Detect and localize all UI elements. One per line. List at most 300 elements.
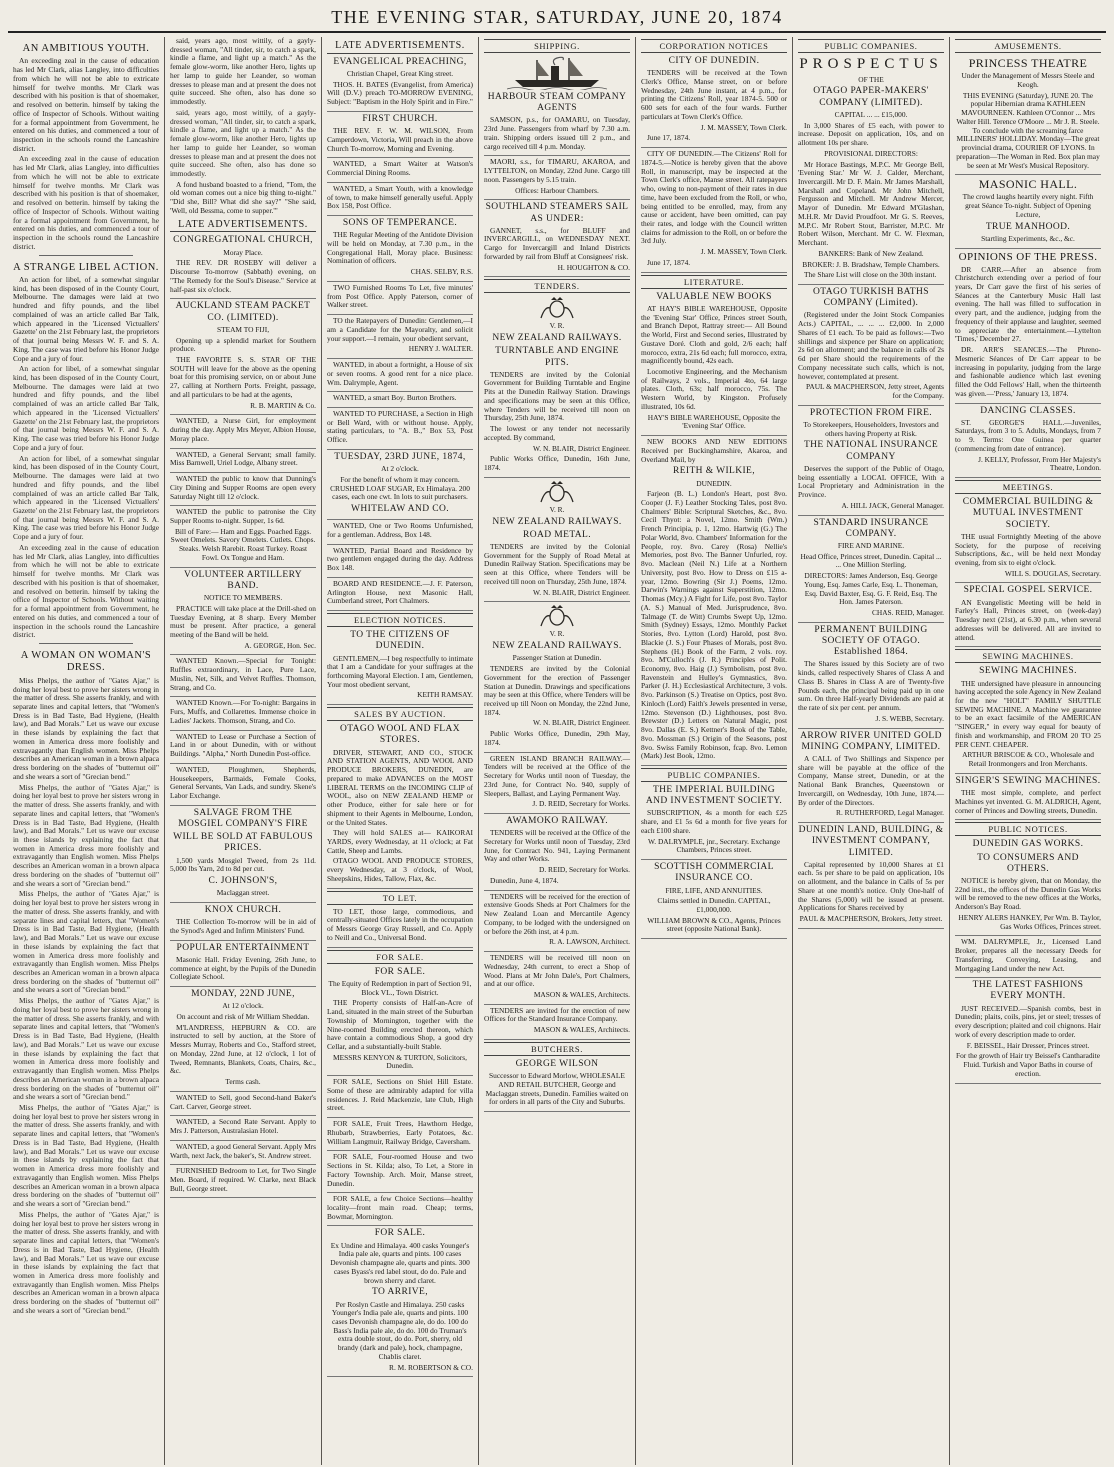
ad-title: KNOX CHURCH.	[204, 904, 282, 915]
ad-body: M'LANDRESS, HEPBURN & CO. are instructed to sell by auction, at the Store of Messrs Murray, Roberts and Co., Stafford street, on Monday, 22nd June, at 12 o'clock, 1 lot of Tweed, Remnants, Blankets, Coats, Chairs, &c., &c.	[170, 1022, 316, 1076]
advertisement	[327, 580, 473, 611]
ad-body: Masonic Hall. Friday Evening, 26th June, to commence at eight, by the Pupils of the Dunedin Collegiate School.	[170, 954, 316, 982]
ad-body: BROKER: J. B. Bradshaw, Temple Chambers.	[802, 259, 940, 269]
ad-signature: C. JOHNSON'S,	[208, 876, 278, 887]
ad-body: JUST RECEIVED.—Spanish combs, best in Dunedin; plaits, coils, pins, jet or steel; tresses of every description; plaited and coil chignons. Hair work of every description made to order.	[955, 1003, 1101, 1039]
ad-title: FOR SALE.	[374, 966, 426, 977]
ad-body: OTAGO WOOL AND PRODUCE STORES, every Wednesday, at 3 o'clock, of Wool, Sheepskins, Hides, Tallow, Flax, &c.	[327, 856, 473, 883]
advertisement	[327, 967, 473, 1077]
ad-title: POPULAR ENTERTAINMENT	[176, 942, 310, 953]
ad-body: 1,500 yards Mosgiel Tweed, from 2s 11d. 5,000 lbs Yarn, 2d to 8d per cut.	[170, 855, 316, 874]
ad-body: WANTED, a General Servant; small family. Miss Barnwell, Uriel Lodge, Albany street.	[170, 449, 316, 468]
ad-title: EVANGELICAL PREACHING,	[333, 56, 467, 67]
advertisement	[327, 630, 473, 705]
section-heading: SEWING MACHINES.	[955, 649, 1101, 663]
ad-title: ROAD METAL.	[522, 529, 592, 540]
ad-signature: HENRY ALERS HANKEY, Per Wm. B. Taylor, Gas Works Offices, Princes street.	[958, 912, 1101, 931]
advertisement	[484, 604, 630, 752]
advertisement	[484, 480, 630, 603]
divider	[39, 643, 132, 644]
article-body: Miss Phelps, the author of "Gates Ajar," is doing her loyal best to prove her sisters wrong in the matter of dress. She asserts frankly, and with separate lines and capital letters, that "Women's Dress is in Bad Taste, Bad Hygiene, (Health law), and Bad Morals." Let us wave our excuse in these islands by explaining the fact that women in America dress more foolishly and extravagantly than English women. Miss Phelps describes an American woman in a brown alpaca dress bordering on the shades of "butternut oil" and she wears a sort of "Grecian bend."	[13, 996, 159, 1102]
ad-body: THIS EVENING (Saturday), JUNE 20. The popular Hibernian drama KATHLEEN MAVOURNEEN. Kathleen O'Connor ... Mrs Walter Hill. Terence O'Moore ... Mr J. R. Steele. To conclude with the screaming farce MILLINERS' HOLLIDAY. Monday—The great provincial drama, COURIER OF LYONS. In preparation—The Woman in Red. Box plan may be seen at Mr West's Musical Repository.	[956, 90, 1100, 170]
ad-address: Dunedin, June 4, 1874.	[490, 875, 559, 885]
ad-title: PRINCESS THEATRE	[968, 56, 1088, 71]
ad-address: Maclaggan street.	[216, 888, 270, 898]
ad-title: THE LATEST FASHIONS EVERY MONTH.	[972, 980, 1084, 1002]
ad-title: FIRST CHURCH.	[362, 113, 438, 124]
ad-title: STANDARD INSURANCE COMPANY.	[813, 517, 929, 539]
advertisement	[327, 394, 473, 408]
ad-body: CITY OF DUNEDIN.—The Citizens' Roll for 1874-5.—Notice is hereby given that the above Roll, in manuscript, may be inspected at the Town Clerk's office, Manse street. All ratepayers who, owing to non-payment of their rates in due time, have been excluded from the Roll, or who, being entitled to be enrolled, may, from any cause or accident, have been omitted, can pay their rates, and lodge with the Council written claims for admission to the Roll, on or before the 3rd July.	[641, 149, 787, 246]
section-heading: TO LET.	[327, 891, 473, 905]
ad-title: CONGREGATIONAL CHURCH,	[173, 235, 313, 246]
advertisement	[641, 292, 787, 436]
ad-subtitle: Moray Place.	[223, 247, 263, 257]
ad-body: THE Property consists of Half-an-Acre of Land, situated in the main street of the Suburban Township of Mornington, together with the Nine-roomed Building erected thereon, which have contain a commodious Shop, a good dry Cellar, and a substantially-built Stable.	[327, 998, 473, 1051]
column-3	[322, 37, 479, 1465]
ad-body: Terms cash.	[225, 1077, 261, 1087]
ad-body: Head Office, Princes street, Dunedin. Capital ... ... One Million Sterling.	[800, 551, 942, 570]
royal-crest-icon	[537, 480, 577, 504]
advertisement	[641, 438, 787, 766]
advertisement	[327, 1120, 473, 1151]
ad-body: FOR SALE, Sections on Shiel Hill Estate. Some of these are admirably adapted for villa residences. J. Reid Mackenzie, late Club, High street.	[327, 1077, 473, 1113]
ad-body: TO LET, those large, commodious, and centrally-situated Offices lately in the occupation of Messrs George Gray Russell, and Co. Apply to Neill and Co., Universal Bond.	[327, 906, 473, 942]
ad-signature: WILLIAM BROWN & CO., Agents, Princes street (opposite National Bank).	[647, 915, 781, 934]
advertisement	[484, 116, 630, 156]
article-body: said, years ago, most wittily, of a gayly-dressed woman, "All tinder, sir, to catch a spark, kindle a flame, and light up a match." As the female glow-worm, like another Hero, lights up her lamp to guide her Leander, so woman dresses to please man and at present the does not quite succeed. She often, also has done so immodestly.	[170, 37, 316, 107]
ad-body: The Shares issued by this Society are of two kinds, called respectively Shares of Class A and Class B. Shares in Class A are of Twenty-five Pounds each, the principal being paid up in one sum. On three Half-yearly Dividends are paid at the rate of six per cent. per annum.	[798, 659, 944, 713]
ad-body: TO the Ratepayers of Dunedin: Gentlemen,—I am a Candidate for the Mayoralty, and solicit your support.—I remain, your obedient servant,	[327, 316, 473, 343]
ad-date: June 17, 1874.	[647, 257, 691, 267]
ad-title: THE IMPERIAL BUILDING AND INVESTMENT SOCIETY.	[645, 785, 783, 807]
section-heading: MEETINGS.	[955, 480, 1101, 494]
ad-body: BANKERS: Bank of New Zealand.	[818, 248, 924, 258]
section-heading: PUBLIC COMPANIES.	[798, 39, 944, 53]
columns	[8, 37, 1106, 1465]
ad-subtitle: OF THE	[858, 74, 884, 84]
ad-subtitle: Under the Management of Messrs Steele and Keogh.	[961, 71, 1095, 89]
advertisement	[327, 522, 473, 544]
ad-title: OPINIONS OF THE PRESS.	[958, 250, 1098, 263]
royal-crest-icon	[537, 604, 577, 628]
ad-body: MAORI, s.s., for TIMARU, AKAROA, and LYTTELTON, on Monday, 22nd June. Cargo till noon. Passengers by 5.15 train.	[484, 157, 630, 184]
advertisement	[170, 699, 316, 730]
ad-body: WANTED TO PURCHASE, a Section in High or Bell Ward, with or without house. Apply, stating particulars, to "A. B.," Box 53, Post Office.	[327, 408, 473, 445]
ad-signature: WILL S. DOUGLAS, Secretary.	[1004, 568, 1101, 578]
ad-body: THE most simple, complete, and perfect Machines yet invented. G. M. ALDRICH, Agent, corner of Princes and Dowling streets, Dunedin.	[955, 788, 1101, 815]
ad-title: FOR SALE.	[374, 1228, 426, 1239]
ad-body: SAMSON, p.s., for OAMARU, on Tuesday, 23rd June. Passengers from wharf by 7.30 a.m. train. Shipping orders issued till 2 p.m., and cargo received till 4 p.m. Monday.	[484, 115, 630, 151]
advertisement	[641, 785, 787, 860]
article-body: An action for libel, of a somewhat singular kind, has been disposed of in the County Court, Melbourne. The damages were laid at two hundred and fifty pounds, and the libel complained of was an article called Bar Talk, which appeared in the 'Licensed Victuallers' Gazette' on the 21st February last, the proprietors of that journal being Messrs W. F. and S. A. King. The case was tried before his Honor Judge Cope and a jury of four.	[13, 453, 159, 542]
ad-title: OTAGO PAPER-MAKERS' COMPANY (LIMITED).	[813, 86, 929, 108]
ad-body: FOR SALE, Four-roomed House and two Sections in St. Kilda; also, To Let, a Store in Factory Township. Arch. Moir, Manse street, Dunedin.	[327, 1152, 473, 1188]
masthead-title: THE EVENING STAR, SATURDAY, JUNE 20, 1874	[331, 7, 783, 27]
ad-body: AN Evangelistic Meeting will be held in Farley's Hall, Princes street, on (week-day) Tuesday next (21st), at 6.30 p.m., when several addresses will be delivered. All are invited to attend.	[955, 597, 1101, 642]
ad-signature: ARTHUR BRISCOE & CO., Wholesale and Retail Ironmongers and Iron Merchants.	[962, 750, 1094, 769]
ad-title: DANCING CLASSES.	[980, 405, 1076, 416]
steamship-icon	[507, 56, 607, 90]
column-2	[165, 37, 322, 1465]
ad-body: PRACTICE will take place at the Drill-shed on Tuesday Evening, at 8 sharp. Every Member must be present. After practice, a general meeting of the Band will be held.	[170, 603, 316, 639]
advertisement	[641, 862, 787, 939]
section-heading: ELECTION NOTICES.	[327, 613, 473, 627]
ad-title: THE NATIONAL INSURANCE COMPANY	[803, 440, 939, 462]
ad-body: TENDERS are invited for the erection of new Offices for the Standard Insurance Company.	[484, 1005, 630, 1024]
ad-signature: R. RUTHERFORD, Legal Manager.	[836, 808, 944, 818]
ad-body: WANTED, Partial Board and Residence by two gentlemen engaged during the day. Address Box 148.	[327, 545, 473, 573]
advertisement	[327, 1153, 473, 1193]
article-body: An exceeding zeal in the cause of education has led Mr Clark, alias Langley, into difficulties from which he will not be able to extricate himself for twelve months. Mr Clark was described with his position is that of shoemaker, and resolved on betterin. himself by taking the office of Inspector of Schools. Without waiting for a formal appointment from Government, he entered on his duties, and commenced a tour of inspection in the schools round the Lancashire district.	[13, 542, 159, 640]
ad-body: WANTED, Ploughmen, Shepherds, Housekeepers, Barmaids, Female Cooks, General Servants, Van Lads, and sundry. Skene's Labor Exchange.	[170, 764, 316, 801]
ad-body: THE REV. F. W. M. WILSON, From Camperdown, Victoria, Will preach in the above Church To-morrow, Morning and Evening.	[327, 126, 473, 153]
advertisement	[327, 452, 473, 520]
article-body: Miss Phelps, the author of "Gates Ajar," is doing her loyal best to prove her sisters wrong in the matter of dress. She asserts frankly, and with separate lines and capital letters, that "Women's Dress is in Bad Taste, Bad Hygiene, (Health law), and Bad Morals." Let us wave our excuse in these islands by explaining the fact that women in America dress more foolishly and extravagantly than English women. Miss Phelps describes an American woman in a brown alpaca dress bordering on the shades of "butternut oil" and she wears a sort of "Grecian bend."	[13, 782, 159, 888]
advertisement	[170, 808, 316, 903]
advertisement	[484, 816, 630, 891]
ad-body: WANTED Known.—Special for Tonight: Ruffles extraordinary, in Lace, Pure Lace, Muslin, Net, Silk, and Velvet Ruffles. Thomson, Strang, and Co.	[170, 656, 316, 692]
ad-title: TO THE CITIZENS OF DUNEDIN.	[350, 630, 450, 652]
ad-subtitle: DUNEDIN.	[696, 478, 732, 488]
advertisement	[484, 954, 630, 1005]
book-list: Farjeon (B. L.) London's Heart, post 8vo. Cooper (J. F.) Leather Stocking Tales, post 8vo. Chalmers' Bible: Scriptural Sketches, &c., 8vo. Cecil Thyot: a Novel, 12mo. Smith (Wm.) French Principia, p. 1, 12mo. Hartwig (G.) The Polar World, 8vo. Chambers' Information for the People, roy. 8vo. Carey (Rosa) Nellie's Memories, post 8vo. The Banner Unfurled, roy. 8vo. Maclean (Neil N.) Life at a Northern University, post 8vo. How to Dress on £15 a-year, 12mo. Bowring (Sir J.) Poems, 12mo. Darwin's Warnings against Superstition, 12mo. Thomas (Mcy.) A Fight for Life, post 8vo. Taylor (A. S.) Manual of Med. Jurisprudence, 8vo. Talmage (T. de Witt) Crumbs Swept Up, 12mo. Smith (Sydney) Essays, 12mo. Monthly Packet Stories, 8vo. Lytton (Lord) Harold, post 8vo. Blackie (J. S.) Four Phases of Morals, post 8vo. Stephens (H.) Book of the Farm, 2 vols. roy. 8vo. M'Culloch's (J. R.) Principles of Polit. Economy, 8vo. Haig (J.) Symbolism, post 8vo. Ravenstein and Hulley's Gymnastics, 8vo. Parker (J. H.) Ecclesiastical Architecture, 3 vols. 8vo. Parkinson (S.) Treatise on Optics, post 8vo. Kinloch (Lord) Faith's Jewels presented in verse, 12mo. Stevenson (D.) Lighthouses, post 8vo. Brewster (D.) Letters on Natural Magic, post 8vo. Dallas (E. S.) Kettner's Book of the Table, 8vo. Mossman (S.) Origin of the Seasons, post 8vo. Swiss Family Robinson, fcap. 8vo. Lemon (Mark) Jest Book, 12mo.	[641, 489, 787, 761]
advertisement	[327, 185, 473, 216]
section-heading: CORPORATION NOTICES	[641, 39, 787, 53]
ad-title: ARROW RIVER UNITED GOLD MINING COMPANY, LIMITED.	[800, 730, 942, 752]
advertisement	[955, 251, 1101, 404]
advertisement	[170, 905, 316, 941]
ad-body: WANTED, a Second Rate Servant. Apply to Mrs J. Patterson, Australasian Hotel.	[170, 1117, 316, 1136]
section-heading: SALES BY AUCTION.	[327, 707, 473, 721]
section-heading: LATE ADVERTISEMENTS.	[327, 39, 473, 54]
ad-subtitle: Christian Chapel, Great King street.	[346, 69, 454, 78]
article-heading: AN AMBITIOUS YOUTH.	[22, 43, 150, 54]
section-heading: PUBLIC NOTICES.	[955, 822, 1101, 836]
ad-title: MONDAY, 22ND JUNE,	[191, 989, 295, 1000]
ad-signature: HAY'S BIBLE WAREHOUSE, Opposite the 'Evening Star' Office.	[647, 412, 781, 431]
ad-body: Deserves the support of the Public of Otago, being essentially a LOCAL OFFICE, With a Local Proprietary and Administration in the Province.	[798, 463, 944, 500]
ad-body: WANTED, a Nurse Girl, for employment during the day. Apply Mrs Meyer, Albion House, Moray place.	[170, 416, 316, 443]
ad-body: WANTED Known.—For To-night: Bargains in Furs, Muffs, and Collarettes. Immense choice in Ladies' Jackets. Thomson, Strang, and Co.	[170, 698, 316, 725]
ad-body: WANTED, a Smart Waiter at Watson's Commercial Dining Rooms.	[327, 159, 473, 178]
ad-body: The Share List will close on the 30th instant.	[804, 270, 937, 280]
ad-body: NOTICE is hereby given, that on Monday, the 22nd inst., the offices of the Dunedin Gas Works will be removed to the new offices at the Works, Anderson's Bay Road.	[955, 875, 1101, 912]
ad-subtitle: STEAM TO FIJI,	[216, 324, 270, 334]
advertisement	[798, 825, 944, 929]
ad-body: WANTED, One or Two Rooms Unfurnished, for a gentleman. Address, Box 148.	[327, 521, 473, 539]
advertisement	[170, 570, 316, 656]
advertisement	[327, 410, 473, 450]
ad-body: WANTED, a smart Boy. Burton Brothers.	[333, 393, 457, 403]
ad-subtitle: At 12 o'clock.	[222, 1001, 264, 1011]
advertisement	[955, 980, 1101, 1083]
advertisement	[170, 1167, 316, 1198]
ad-signature: J. S. WEBB, Secretary.	[875, 713, 944, 723]
article-body: Miss Phelps, the author of "Gates Ajar," is doing her loyal best to prove her sisters wrong in the matter of dress. She asserts frankly, and with separate lines and capital letters, that "Women's Dress is in Bad Taste, Bad Hygiene, (Health law), and Bad Morals." Let us wave our excuse in these islands by explaining the fact that women in America dress more foolishly and extravagantly than English women. Miss Phelps describes an American woman in a brown alpaca dress bordering on the shades of "butternut oil" and she wears a sort of "Grecian bend."	[13, 675, 159, 781]
ad-title: SOUTHLAND STEAMERS SAIL AS UNDER:	[485, 202, 629, 224]
advertisement	[484, 1059, 630, 1112]
ad-body: THE Collection To-morrow will be in aid of the Synod's Aged and Infirm Ministers' Fund.	[170, 917, 316, 935]
ad-title: DUNEDIN GAS WORKS.	[972, 839, 1084, 850]
advertisement	[955, 406, 1101, 479]
ad-body: FOR SALE, a few Choice Sections—healthy locality—front main road. Cheap; terms, Bowmar, Mornington.	[327, 1194, 473, 1221]
advertisement	[170, 1143, 316, 1165]
ad-body: WANTED to Sell, good Second-hand Baker's Cart. Carver, George street.	[170, 1092, 316, 1111]
ad-signature: A. HILL JACK, General Manager.	[841, 500, 944, 510]
ad-body: TENDERS are invited by the Colonial Government for Building Turntable and Engine Pits at the Dunedin Railway Station. Drawings and specifications may be seen at this Office, where Tenders will be received till noon on Thursday, 25th June, 1874.	[484, 369, 630, 423]
advertisement	[484, 158, 630, 200]
ad-subtitle: At 2 o'clock.	[381, 464, 419, 474]
ad-signature: CHAS. REID, Manager.	[871, 608, 944, 618]
ad-title: SONS OF TEMPERANCE.	[342, 218, 458, 229]
ad-body: For the benefit of whom it may concern. CRUSHED LOAF SUGAR, Ex Himalaya. 200 cases, each one cwt. In lots to suit purchasers.	[330, 474, 470, 502]
ad-signature: R. B. MARTIN & Co.	[250, 400, 316, 410]
ad-subtitle: WILL BE SOLD AT FABULOUS PRICES.	[173, 832, 313, 854]
ad-signature: W. N. BLAIR, District Engineer.	[532, 443, 630, 453]
advertisement	[641, 56, 787, 148]
ad-body: The lowest or any tender not necessarily accepted. By command,	[484, 424, 630, 442]
ad-body: A CALL of Two Shillings and Sixpence per share will be payable at the office of the Company, Manse street, Dunedin, or at the National Bank Branches, Queenstown or Invercargill, on Wednesday, 10th June, 1874.—By order of the Directors.	[798, 754, 944, 807]
ad-title: TO ARRIVE,	[371, 1287, 429, 1298]
ad-body: BOARD AND RESIDENCE.—J. F. Paterson, Arlington House, next Masonic Hall, Cumberland street, Port Chalmers.	[327, 578, 473, 606]
section-heading: LITERATURE.	[641, 275, 787, 289]
ad-title: GEORGE WILSON	[515, 1058, 599, 1069]
ad-title: HARBOUR STEAM COMPANY AGENTS	[487, 92, 627, 114]
advertisement	[170, 657, 316, 697]
advertisement	[170, 733, 316, 764]
advertisement	[955, 177, 1101, 248]
ad-body: THE REV. DR ROSEBY will deliver a Discourse To-morrow (Sabbath) evening, on "The Remedy for the Soul's Disease." Service at half-past six o'clock.	[170, 258, 316, 294]
advertisement	[170, 943, 316, 987]
ad-body: Claims settled in Dunedin. CAPITAL, £1,000,000.	[657, 896, 771, 915]
ad-body: DRIVER, STEWART, AND CO., STOCK AND STATION AGENTS, AND WOOL AND PRODUCE BROKERS, DUNEDIN, are prepared to make ADVANCES on the MOST LIBERAL TERMS on the INCOMING CLIP of WOOL, also on NEW ZEALAND HEMP or other Produce, either for sale here or for shipment to their Agents in Melbourne, London, or the United States.	[327, 747, 473, 827]
ad-subtitle: V. R.	[549, 321, 565, 331]
ad-signature: F. BEISSEL, Hair Dresser, Princes street.	[966, 1040, 1090, 1050]
ad-body: In 3,000 Shares of £5 each, with power to increase. Deposit on application, 10s, and on allotment 10s per share.	[798, 120, 944, 148]
ad-title: TURNTABLE AND ENGINE PITS.	[495, 346, 619, 368]
ad-body: DR CARR.—After an absence from Christchurch extending over a period of four years, Dr Carr gave the first of his series of Séances at the Canterbury Music Hall last evening. The hall was filled to suffocation in every part, and the audience, judging from the frequency of their applause and laughter, seemed to appreciate the entertainment.—Lyttelton 'Times,' December 27.	[955, 264, 1101, 344]
ad-subtitle: To Storekeepers, Householders, Investors and others having Property at Risk.	[803, 420, 939, 438]
ad-signature: PAUL & MACPHERSON, Brokers, Jetty street.	[799, 914, 943, 924]
article-body: said, years ago, most wittily, of a gayly-dressed woman, "All tinder, sir, to catch a spark, kindle a flame, and light up a match." As the female glow-worm, like another Hero, lights up her lamp to guide her Leander, so woman dresses to please man and at present the does not quite succeed. She often, also has done so immodestly.	[170, 107, 316, 179]
section-heading: LATE ADVERTISEMENTS.	[170, 218, 316, 233]
ad-body: Ex Undine and Himalaya. 400 casks Younger's India pale ale, quarts and pints. 100 cases Devonish champagne ale, quarts and pints. 300 cases Byass's red label stout, do do. Pale and brown sherry and claret.	[330, 1240, 470, 1285]
divider	[39, 255, 132, 256]
advertisement	[170, 451, 316, 473]
article-body: An action for libel, of a somewhat singular kind, has been disposed of in the County Court, Melbourne. The damages were laid at two hundred and fifty pounds, and the libel complained of was an article called Bar Talk, which appeared in the 'Licensed Victuallers' Gazette' on the 21st February last, the proprietors of that journal being Messrs W. F. and S. A. King. The case was tried before his Honor Judge Cope and a jury of four.	[13, 364, 159, 452]
article-body: Miss Phelps, the author of "Gates Ajar," is doing her loyal best to prove her sisters wrong in the matter of dress. She asserts frankly, and with separate lines and capital letters, that "Women's Dress is in Bad Taste, Bad Hygiene, (Health law), and Bad Morals." Let us wave our excuse in these islands by explaining the fact that women in America dress more foolishly and extravagantly than English women. Miss Phelps describes an American woman in a brown alpaca dress bordering on the shades of "butternut oil" and she wears a sort of "Grecian bend."	[13, 889, 159, 995]
ad-body: DR. ARR'S SEANCES.—The Phreno-Mesmeric Séances of Dr Carr appear to be increasing in popularity, judging from the large and fashionable audience which last evening filled the Odd Fellows' Hall, when the thirteenth was given.—'Press,' January 13, 1874.	[955, 345, 1101, 398]
advertisement	[955, 938, 1101, 978]
ad-body: THE Regular Meeting of the Antidote Division will be held on Monday, at 7.30 p.m., in the Congregational Hall, Moray place. Business: Nomination of officers.	[327, 230, 473, 266]
ad-address: Public Works Office, Dunedin, 16th June, 1874.	[484, 454, 630, 473]
ad-signature: W. N. BLAIR, District Engineer.	[532, 718, 630, 728]
advertisement	[170, 235, 316, 299]
ad-signature: MASON & WALES, Architects.	[533, 990, 630, 999]
ad-body: WANTED the public to know that Dunning's City Dining and Supper Rooms are open every Saturday Night till 12 o'clock.	[170, 474, 316, 501]
advertisement	[955, 839, 1101, 936]
ad-signature: MASON & WALES, Architects.	[533, 1025, 630, 1035]
column-1	[8, 37, 165, 1465]
advertisement	[170, 475, 316, 506]
advertisement	[327, 1228, 473, 1377]
advertisement	[327, 724, 473, 888]
ad-body: WANTED, a good General Servant. Apply Mrs Warth, next Jack, the baker's, St. Andrew street.	[170, 1141, 316, 1160]
advertisement	[798, 518, 944, 623]
column-4	[479, 37, 636, 1465]
ad-body: TENDERS will be received at the Office of the Secretary for Works until noon of Tuesday, 23rd June, for Contract No. 941, Laying Permanent Way and other Works.	[484, 828, 630, 864]
advertisement	[484, 893, 630, 952]
advertisement	[955, 585, 1101, 647]
advertisement	[170, 508, 316, 567]
ad-body: AT HAY'S BIBLE WAREHOUSE, Opposite the 'Evening Star' Office, Princes street South, and Branch Depot, Rattray street:— All Bound the World, First and Second series, Illustrated by Gustave Doré. Cloth and gold, 2/6 each; half morocco, extra, 21s 6d each; full morocco, extra, magnificently bound, 42s each.	[641, 303, 787, 366]
ad-subtitle: V. R.	[549, 504, 565, 514]
advertisement	[955, 666, 1101, 774]
directors-list: Mr Horace Bastings, M.P.C. Mr George Bell, 'Evening Star.' Mr W. J. Calder, Merchant, Invercargill. Mr D. F. Main. Mr James Marshall, Marshall and Copeland. Mr John Mitchell, Fergusson and Mitchell. Mr Andrew Mercer, Mayor of Dunedin. Mr Edward M'Glashan, M.H.R. Mr David Proudfoot. Mr G. S. Reeves, M.P.C. Mr Robert Stout, Barrister, M.P.C. Mr Robert Wilson, Merchant. Mr C. W. Flexman, Merchant.	[798, 159, 944, 248]
column-6	[793, 37, 950, 1465]
advertisement	[955, 56, 1101, 175]
ad-body: WANTED the public to patronise the City Supper Rooms to-night. Supper, 1s 6d.	[170, 507, 316, 525]
ad-title: AUCKLAND STEAM PACKET CO. (LIMITED).	[175, 301, 311, 323]
advertisement	[170, 1094, 316, 1116]
section-heading: FOR SALE.	[327, 950, 473, 964]
ad-body: The crowd laughs heartily every night. Fifth great Séance To-night. Subject of Opening Lecture,	[962, 192, 1094, 219]
article-body: Miss Phelps, the author of "Gates Ajar," is doing her loyal best to prove her sisters wrong in the matter of dress. She asserts frankly, and with separate lines and capital letters, that "Women's Dress is in Bad Taste, Bad Hygiene, (Health law), and Bad Morals." Let us wave our excuse in these islands by explaining the fact that women in America dress more foolishly and extravagantly than English women. Miss Phelps describes an American woman in a brown alpaca dress bordering on the shades of "butternut oil" and she wears a sort of "Grecian bend."	[13, 1103, 159, 1209]
ad-signature: CHAS. SELBY, R.S.	[410, 267, 473, 277]
advertisement	[484, 296, 630, 477]
ad-body: TWO Furnished Rooms To Let, five minutes' from Post Office. Apply Paterson, corner of Walker street.	[327, 282, 473, 310]
masthead	[8, 0, 1106, 33]
advertisement	[484, 202, 630, 277]
ad-subtitle: NOTICE TO MEMBERS.	[203, 593, 283, 603]
advertisement	[327, 908, 473, 948]
ad-title: SINGER'S SEWING MACHINES.	[955, 775, 1101, 786]
ad-date: June 17, 1874.	[647, 133, 691, 143]
royal-crest-icon	[537, 296, 577, 320]
article-body: An exceeding zeal in the cause of education has led Mr Clark, alias Langley, into difficulties from which he will not be able to extricate himself for twelve months. Mr Clark was described with his position is that of shoemaker, and resolved on betterin. himself by taking the office of Inspector of Schools. Without waiting for a formal appointment from Government, he entered on his duties, and commenced a tour of inspection in the schools round the Lancashire district.	[13, 56, 159, 153]
advertisement	[798, 625, 944, 729]
column-7	[950, 37, 1106, 1465]
section-heading: SHIPPING.	[484, 39, 630, 53]
ad-title: SCOTTISH COMMERCIAL INSURANCE CO.	[654, 862, 774, 884]
ad-body: TENDERS will be received at the Town Clerk's Office, Manse street, on or before Wednesday, 24th June instant, at 4 p.m., for printing the Citizens' Roll, year 1874-5. 500 or 600 sets for each of the four wards. Further particulars at Town Clerk's Office.	[641, 68, 787, 121]
advertisement	[641, 150, 787, 273]
advertisement	[327, 218, 473, 282]
article-body: Miss Phelps, the author of "Gates Ajar," is doing her loyal best to prove her sisters wrong in the matter of dress. She asserts frankly, and with separate lines and capital letters, that "Women's Dress is in Bad Taste, Bad Hygiene, (Health law), and Bad Morals." Let us wave our excuse in these islands by explaining the fact that women in America dress more foolishly and extravagantly than English women. Miss Phelps describes an American woman in a brown alpaca dress bordering on the shades of "butternut oil" and she wears a sort of "Grecian bend."	[13, 1209, 159, 1315]
ad-body: FURNISHED Bedroom to Let, for Two Single Men. Board, if required. W. Clarke, next Black Bull, George street.	[170, 1166, 316, 1193]
ad-signature: J. M. MASSEY, Town Clerk.	[700, 247, 787, 257]
ad-signature: D. REID, Secretary for Works.	[538, 865, 630, 875]
ad-body: On account and risk of Mr William Sheddan.	[176, 1011, 310, 1021]
ad-title: SEWING MACHINES.	[979, 666, 1077, 677]
ad-body: GENTLEMEN,—I beg respectfully to intimate that I am a Candidate for your suffrages at the forthcoming Mayoral Election. I am, Gentlemen, Your most obedient servant,	[327, 653, 473, 689]
advertisement	[955, 497, 1101, 583]
ad-signature: R. M. ROBERTSON & CO.	[389, 1362, 473, 1372]
section-heading: PUBLIC COMPANIES.	[641, 768, 787, 782]
ad-body: Offices: Harbour Chambers.	[515, 185, 599, 195]
ad-title: MASONIC HALL.	[978, 177, 1078, 192]
ad-subtitle: Passenger Station at Dunedin.	[512, 653, 602, 663]
ad-title: PERMANENT BUILDING SOCIETY OF OTAGO. Established 1864.	[814, 624, 928, 658]
ad-subtitle: TO CONSUMERS AND OTHERS.	[977, 852, 1079, 874]
ad-body: TENDERS will be received for the erection of extensive Goods Sheds at Port Chalmers for the New Zealand Loan and Mercantile Agency Company, to be lodged with the undersigned on or before the 26th inst, at 4 p.m.	[484, 891, 630, 936]
advertisement	[484, 755, 630, 814]
advertisement	[327, 284, 473, 315]
directors-list: DIRECTORS: James Anderson, Esq. George Young, Esq. James Carle, Esq. L. Thoneman, Esq. David Baxter, Esq. G. F. Reid, Esq. The Hon. James Paterson.	[804, 571, 938, 607]
advertisement	[327, 361, 473, 392]
ad-body: WANTED to Lease or Purchase a Section of Land in or about Dunedin, with or without Buildings. "Alpha," North Dunedin Post-office.	[170, 731, 316, 759]
ad-signature: WHITELAW AND CO.	[350, 504, 450, 515]
advertisement	[798, 287, 944, 406]
ad-title: NEW ZEALAND RAILWAYS.	[492, 333, 622, 344]
ad-subtitle: FIRE, LIFE, AND ANNUITIES.	[665, 885, 763, 895]
article-heading: A WOMAN ON WOMAN'S DRESS.	[20, 650, 152, 674]
ad-signature: A. GEORGE, Hon. Sec.	[244, 640, 316, 650]
section-heading: BUTCHERS.	[484, 1042, 630, 1056]
ad-body: Locomotive Engineering, and the Mechanism of Railways, 2 vols., Imperial 4to, 64 large plates. Cloth, 63s; half morocco, 75s. The Western World, by Kingston. Profusely illustrated, 10s 6d.	[641, 367, 787, 411]
article-body: A fond husband boasted to a friend, "Tom, the old woman comes out a nice big thing to-night." "Did she, Bill? What did she say?" "She said, 'Well, old Bessma, come to supper.'"	[170, 179, 316, 215]
advertisement	[798, 56, 944, 285]
ad-title: NEW ZEALAND RAILWAYS.	[492, 641, 622, 652]
ad-signature: R. A. LAWSON, Architect.	[549, 937, 630, 947]
ad-signature: J. D. REID, Secretary for Works.	[532, 799, 630, 809]
advertisement	[327, 114, 473, 158]
ad-signature: MESSRS KENYON & TURTON, Solicitors, Dunedin.	[333, 1052, 467, 1071]
advertisement	[327, 160, 473, 182]
ad-body: Capital represented by 10,000 Shares at £1 each. 5s per share to be paid on application, 10s on allotment, and the balance in Calls of 5s per Share at one month's notice. Only One-half of the Shares (5,000) will be issued at present. Applications for Shares received by	[798, 859, 944, 913]
ad-subtitle: V. R.	[549, 629, 565, 639]
ad-body: GREEN ISLAND BRANCH RAILWAY.—Tenders will be received at the Office of the Secretary for Works until noon of Tuesday, the 23rd June, for Contract No. 940, supply of Sleepers, Ballast, and Laying Permanent Way.	[484, 753, 630, 798]
ad-body: NEW BOOKS AND NEW EDITIONS Received per Buckinghamshire, Akaroa, and Overland Mail, by	[641, 437, 787, 464]
ad-body: Opening up a splendid market for Southern produce.	[170, 335, 316, 354]
ad-signature: PAUL & MACPHERSON, Jetty street, Agents for the Company.	[805, 382, 944, 401]
ad-body: TENDERS will be received till noon on Wednesday, 24th current, to erect a Shop of Wood. Plans at Mr John Dale's, Port Chalmers, and at our office.	[484, 953, 630, 989]
advertisement	[170, 989, 316, 1092]
ad-subtitle: FIRE AND MARINE.	[837, 540, 905, 550]
advertisement	[170, 766, 316, 806]
ad-body: THE usual Fortnightly Meeting of the above Society, for the purpose of receiving Subscriptions, &c., will be held next Monday evening, from six to eight o'clock.	[955, 531, 1101, 567]
ad-signature: W. N. BLAIR, District Engineer.	[532, 587, 630, 597]
ad-body: The Equity of Redemption in part of Section 91, Block VL., Town District.	[328, 978, 472, 997]
advertisement	[798, 408, 944, 516]
advertisement	[170, 301, 316, 415]
advertisement	[798, 731, 944, 824]
ad-body: FOR SALE, Fruit Trees, Hawthorn Hedge, Rhubarb, Strawberries, Early Potatoes, &c. William Langmuir, Railway Bridge, Caversham.	[327, 1119, 473, 1146]
ad-title: TUESDAY, 23RD JUNE, 1874,	[334, 451, 466, 462]
ad-body: THE undersigned have pleasure in announcing having accepted the sole Agency in New Zealand for the new "HOLT" FAMILY SHUTTLE SEWING MACHINE. A Machine we guarantee to be an exact facsimile of the AMERICAN "SINGER," in every way equal for beauty of finish and workmanship, and FROM 20 TO 25 PER CENT. CHEAPER.	[955, 678, 1101, 749]
ad-title: DUNEDIN LAND, BUILDING, & INVESTMENT COMPANY, LIMITED.	[798, 825, 944, 858]
ad-title: PROTECTION FROM FIRE.	[809, 407, 933, 418]
column-5	[636, 37, 793, 1465]
ad-title: CITY OF DUNEDIN.	[668, 56, 760, 67]
advertisement	[327, 1195, 473, 1226]
section-heading: AMUSEMENTS.	[955, 39, 1101, 53]
ad-title: OTAGO WOOL AND FLAX STORES.	[339, 724, 461, 746]
advertisement	[327, 317, 473, 359]
ad-body: (Registered under the Joint Stock Companies Acts.) CAPITAL, ... ... ... £2,000. In 2,000 Shares of £1 each. To be paid as follows:—Two shillings and sixpence per Share on application; 2s 6d on allotment; and the balance in calls of 2s 6d per Share should the requirements of the Company necessitate such calls, which is not, however, contemplated at present.	[798, 310, 944, 381]
ad-body: WANTED, a Smart Youth, with a knowledge of town, to make himself generally useful. Apply Box 158, Post Office.	[327, 183, 473, 211]
article-body: An action for libel, of a somewhat singular kind, has been disposed of in the County Court, Melbourne. The damages were laid at two hundred and fifty pounds, and the libel complained of was an article called Bar Talk, which appeared in the 'Licensed Victuallers' Gazette' on the 21st February last, the proprietors of that journal being Messrs W. F. and S. A. King. The case was tried before his Honor Judge Cope and a jury of four.	[13, 274, 159, 363]
advertisement	[170, 1118, 316, 1140]
ad-title: VALUABLE NEW BOOKS	[656, 291, 772, 302]
ad-subtitle: TRUE MANHOOD.	[985, 221, 1071, 232]
ad-body: Per Roslyn Castle and Himalaya. 250 casks Younger's India pale ale, quarts and pints. 100 cases Devonish champagne ale, do do. 100 do Bass's India pale ale, do do. 100 do Truman's extra double stout, do do. Port, sherry, old brandy (dark and pale), hock, champagne, Chablis claret.	[331, 1299, 469, 1361]
ad-body: THE FAVORITE S. S. STAR OF THE SOUTH will leave for the above as the opening boat for this promising service, on or about June 27, calling at Northern Ports. Freight, passage, and all particulars to be had at the agents,	[170, 354, 316, 399]
advertisement	[955, 776, 1101, 820]
ad-body: WM. DALRYMPLE, Jr., Licensed Land Broker, prepares all the necessary Deeds for Transferring, Conveying, Leasing, and Mortgaging Land under the new Act.	[955, 937, 1101, 973]
ad-signature: HENRY J. WALTER.	[408, 344, 473, 354]
